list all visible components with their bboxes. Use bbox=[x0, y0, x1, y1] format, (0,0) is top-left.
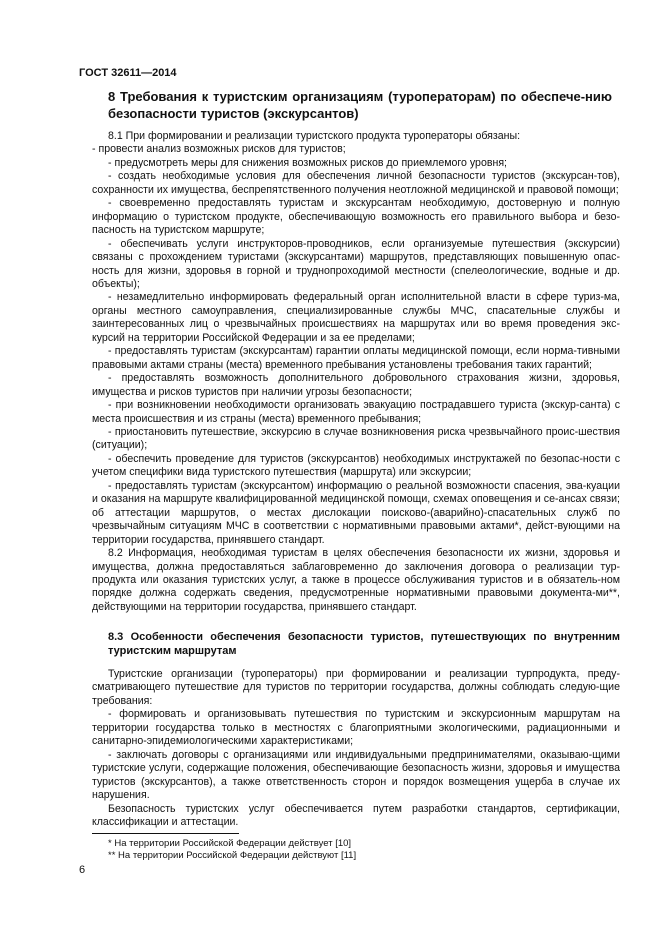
paragraph: - формировать и организовывать путешествия по туристским и экскурсионным маршрутам на территории государства только в местностях с благоприятными экологическими, радиационными и санитарно-эпидемиологическими характеристиками; bbox=[92, 708, 620, 748]
document-header: ГОСТ 32611—2014 bbox=[79, 67, 177, 79]
paragraph: - обеспечивать услуги инструкторов-проводников, если организуемые путешествия (экскурсии) связаны с прохождением туристами (экскурсантами) маршрутов, представляющих повышенную опас-ность для жизни, здоровья в горной и труднопроходимой местности (спелеологические, водные и др. объекты); bbox=[92, 237, 620, 290]
footnote: ** На территории Российской Федерации действуют [11] bbox=[108, 850, 357, 861]
paragraph: - незамедлительно информировать федеральный орган исполнительной власти в сфере туриз-ма, органы местного самоуправления, специализированные службы МЧС, спасательные службы и заинтересованных лиц о чрезвычайных происшествиях на маршрутах или во время проведения экс-курсий на территории Российской Федерации и за ее пределами; bbox=[92, 291, 620, 344]
section-8-body bbox=[92, 130, 620, 614]
paragraph: Безопасность туристских услуг обеспечивается путем разработки стандартов, сертификации, классификации и аттестации. bbox=[92, 802, 620, 828]
footnote-divider bbox=[92, 833, 239, 834]
section-8-3-heading: 8.3 Особенности обеспечения безопасности туристов, путешествующих по внутренним туристским маршрутам bbox=[108, 631, 620, 657]
section-8-3-body bbox=[92, 668, 620, 829]
paragraph: 8.2 Информация, необходимая туристам в целях обеспечения безопасности их жизни, здоровья и имущества, должна предоставляться заблаговременно до заключения договора о реализации тур-продукта или оказания туристских услуг, а также в процессе обслуживания туристов и в обязатель-ном порядке должна содержать сведения, предусмотренные нормативными правовыми документа-ми**, действующими на территории государства, принявшего стандарт. bbox=[92, 547, 620, 613]
paragraph: 8.1 При формировании и реализации туристского продукта туроператоры обязаны: bbox=[108, 130, 521, 142]
paragraph: - заключать договоры с организациями или индивидуальными предпринимателями, оказываю-щими туристские услуги, содержащие положения, обеспечивающие безопасность жизни, здоровья и имущества туристов (экскурсантов), а также ответственность сторон и порядок возмещения ущерба в случае их нарушения. bbox=[92, 748, 620, 802]
paragraph: Туристские организации (туроператоры) при формировании и реализации турпродукта, преду-сматривающего путешествие для туристов по территории государства, должны соблюдать следую-щие требования: bbox=[92, 668, 620, 707]
paragraph: - обеспечить проведение для туристов (экскурсантов) необходимых инструктажей по безопас-ности с учетом специфики вида туристского путешествия (маршрута) или экскурсии; bbox=[92, 452, 620, 479]
paragraph: - приостановить путешествие, экскурсию в случае возникновения риска чрезвычайного проис-шествия (ситуации); bbox=[92, 425, 620, 452]
paragraph: - создать необходимые условия для обеспечения личной безопасности туристов (экскурсан-тов), сохранности их имущества, беспрепятственного получения неотложной медицинской и правовой помощи; bbox=[92, 170, 620, 196]
paragraph: - предоставлять возможность дополнительного добровольного страхования жизни, здоровья, имущества и рисков туристов при наличии угрозы безопасности; bbox=[92, 372, 620, 398]
paragraph: - своевременно предоставлять туристам и экскурсантам необходимую, достоверную и полную информацию о туристском продукте, обеспечивающую возможность его правильного выбора и безо-пасность на туристском маршруте; bbox=[92, 197, 620, 237]
paragraph: - провести анализ возможных рисков для туристов; bbox=[92, 143, 346, 156]
footnote: * На территории Российской Федерации действует [10] bbox=[108, 838, 352, 849]
section-8-heading: 8 Требования к туристским организациям (туроператорам) по обеспече-нию безопасности туристов (экскурсантов) bbox=[108, 89, 612, 121]
paragraph: - предоставлять туристам (экскурсантам) гарантии оплаты медицинской помощи, если норма-тивными правовыми актами страны (места) временного пребывания установлены требования таких гарантий; bbox=[92, 345, 620, 371]
paragraph: - предусмотреть меры для снижения возможных рисков до приемлемого уровня; bbox=[108, 156, 507, 169]
page-number: 6 bbox=[79, 864, 86, 876]
paragraph: - при возникновении необходимости организовать эвакуацию пострадавшего туриста (экскур-санта) с места происшествия и из страны (места) временного пребывания; bbox=[92, 399, 620, 425]
paragraph: - предоставлять туристам (экскурсантом) информацию о реальной возможности спасения, эва-куации и оказания на маршруте квалифицированной медицинской помощи, схемах оповещения и се-ансах связи; об аттестации маршрутов, о местах дислокации поисково-(аварийно)-спасательных служб по чрезвычайным ситуациям МЧС в соответствии с нормативными правовыми актами*, дейст-вующими на территории государства, принявшего стандарт. bbox=[92, 479, 620, 546]
